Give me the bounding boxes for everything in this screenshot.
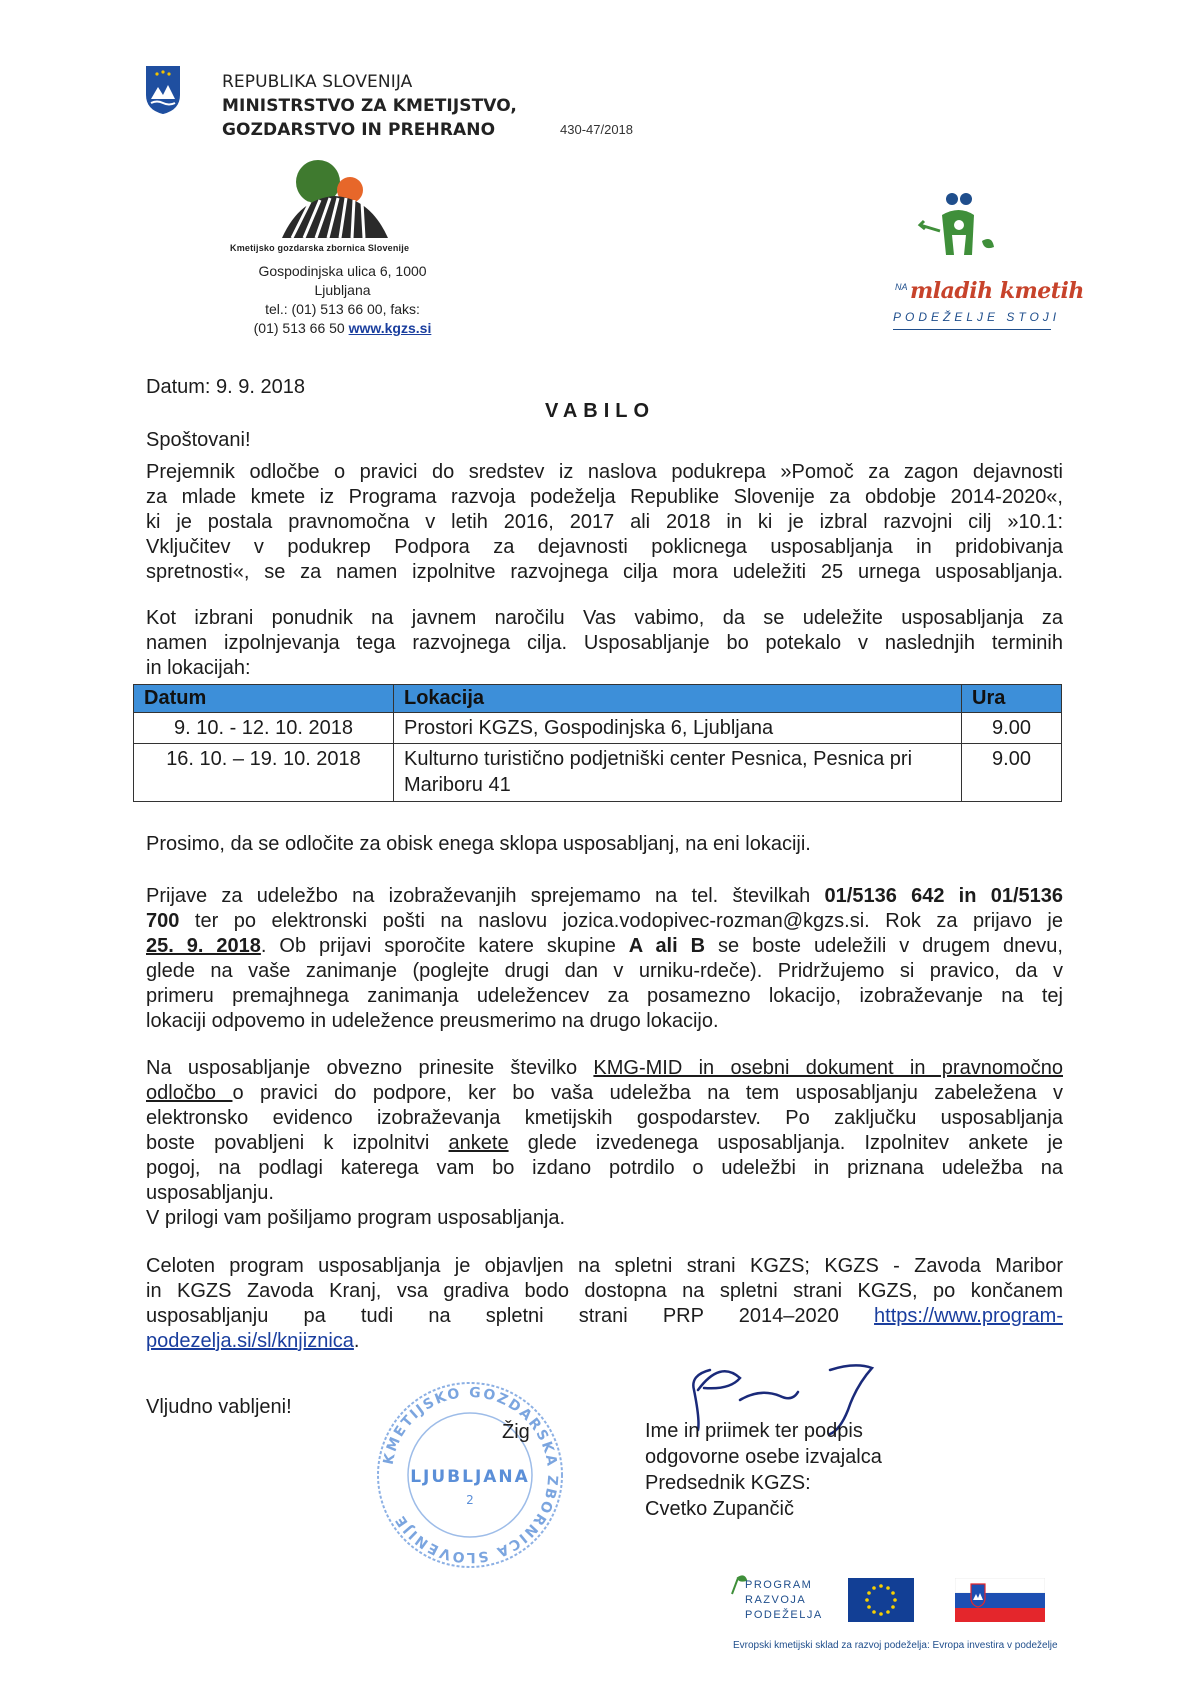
text-line — [146, 1329, 1063, 1354]
text-line — [146, 1056, 1063, 1081]
text-line: V prilogi vam pošiljamo program usposabljanja. — [146, 1207, 566, 1229]
text-segment: Prijave za udeležbo na izobraževanjih sprejemamo na tel. številkah — [146, 885, 825, 907]
signature-line: Ime in priimek ter podpis — [645, 1420, 863, 1442]
cell-time: 9.00 — [962, 744, 1062, 802]
text-line: Kot izbrani ponudnik na javnem naročilu Vas vabimo, da se udeležite usposabljanja za — [146, 607, 1063, 629]
text-segment: usposabljanju pa tudi na spletni strani PRP 2014–2020 — [146, 1305, 875, 1327]
text-line: spretnosti«, se za namen izpolnitve razvojnega cilja mora udeležiti 25 urnega usposabljanja. — [146, 561, 1063, 583]
paragraph-registration — [146, 884, 1063, 1034]
slovenia-flag-icon — [955, 1578, 1045, 1622]
cell-date: 9. 10. - 12. 10. 2018 — [134, 713, 394, 744]
required-decision: odločbo — [146, 1082, 233, 1104]
paragraph-requirements — [146, 1056, 1063, 1231]
text-line: in KGZS Zavoda Kranj, vsa gradiva bodo dostopna na spletni strani KGZS, po končanem — [146, 1280, 1063, 1302]
text-line: elektronsko evidenco izobraževanja kmetijskih gospodarstev. Po zaključku usposabljanja — [146, 1107, 1063, 1129]
stamp-label: Žig — [502, 1421, 530, 1443]
kgzs-address-1: Gospodinjska ulica 6, 1000 — [258, 263, 427, 279]
mladi-kmetje-title: mladih kmetih — [910, 278, 1084, 304]
text-line: usposabljanju. — [146, 1182, 274, 1204]
phone-numbers: 01/5136 642 in 01/5136 — [824, 885, 1064, 907]
signature-line: Cvetko Zupančič — [645, 1498, 794, 1520]
text-line — [146, 1304, 1063, 1329]
text-line: glede na vaše zanimanje (poglejte drugi dan v urniku-rdeče). Pridržujemo si pravico, da v — [146, 960, 1063, 982]
mladi-kmetje-logo-icon — [910, 185, 1000, 275]
schedule-table — [133, 684, 1062, 802]
text-line: lokaciji odpovemo in udeležence preusmerimo na drugo lokacijo. — [146, 1010, 719, 1032]
cell-location: Prostori KGZS, Gospodinjska 6, Ljubljana — [394, 713, 962, 744]
text-line: ki je postala pravnomočna v letih 2016, 2017 ali 2018 in ki je izbral razvojni cilj »10.1: — [146, 511, 1063, 533]
prp-line: PODEŽELJA — [745, 1609, 823, 1621]
stamp-center-text: LJUBLJANA — [410, 1467, 530, 1487]
column-header-date: Datum — [134, 685, 394, 713]
text-segment: ter po elektronski pošti na naslovu jozica.vodopivec-rozman@kgzs.si. Rok za prijavo je — [179, 910, 1063, 932]
program-link[interactable]: https://www.program- — [874, 1305, 1063, 1327]
text-segment: glede izvedenega usposabljanja. Izpolnitev ankete je — [508, 1132, 1064, 1154]
table-header-row — [134, 685, 1062, 713]
text-line: Prosimo, da se odločite za obisk enega sklopa usposabljanj, na eni lokaciji. — [146, 833, 811, 855]
text-segment: boste povabljeni k izpolnitvi — [146, 1132, 449, 1154]
kgzs-fax: (01) 513 66 50 — [253, 320, 345, 336]
text-line: Prejemnik odločbe o pravici do sredstev iz naslova podukrepa »Pomoč za zagon dejavnosti — [146, 461, 1063, 483]
signature-line: odgovorne osebe izvajalca — [645, 1446, 882, 1468]
kgzs-fax-line — [235, 319, 450, 338]
text-line — [146, 884, 1063, 909]
official-stamp-icon — [370, 1380, 570, 1570]
signature-block — [645, 1418, 882, 1522]
reference-number: 430-47/2018 — [560, 122, 634, 137]
kgzs-website-link[interactable]: www.kgzs.si — [348, 320, 432, 336]
text-line — [146, 1081, 1063, 1106]
text-line: Vključitev v podukrep Podpora za dejavnosti poklicnega usposabljanja in pridobivanja — [146, 536, 1063, 558]
text-line — [146, 934, 1063, 959]
phone-number-end: 700 — [146, 910, 180, 932]
text-line: namen izpolnjevanja tega razvojnega cilja. Usposabljanje bo potekalo v naslednjih terminih — [146, 632, 1063, 654]
ministry-line-1: REPUBLIKA SLOVENIJA — [222, 72, 413, 92]
text-line: Celoten program usposabljanja je objavljen na spletni strani KGZS; KGZS - Zavoda Maribor — [146, 1255, 1063, 1277]
kgzs-phone: tel.: (01) 513 66 00, faks: — [265, 301, 420, 317]
cell-date: 16. 10. – 19. 10. 2018 — [134, 744, 394, 802]
eu-flag-icon — [848, 1578, 914, 1622]
letter-date: Datum: 9. 9. 2018 — [146, 376, 305, 398]
paragraph-invitation — [146, 606, 1063, 681]
text-line: primeru premajhnega zanimanja udeležencev za posamezno lokacijo, izobraževanje na tej — [146, 985, 1063, 1007]
text-segment: se boste udeležili v drugem dnevu, — [705, 935, 1063, 957]
cell-time: 9.00 — [962, 713, 1062, 744]
survey-word: ankete — [448, 1132, 509, 1154]
kgzs-contact — [235, 262, 450, 338]
eafrd-footnote: Evropski kmetijski sklad za razvoj podeželja: Evropa investira v podeželje — [733, 1640, 1058, 1651]
mladi-kmetje-divider — [893, 329, 1051, 330]
required-documents: KMG-MID in osebni dokument in pravnomočno — [593, 1057, 1063, 1079]
program-link-continued[interactable]: podezelja.si/sl/knjiznica — [146, 1330, 354, 1352]
ministry-name — [222, 70, 517, 142]
paragraph-choose-session — [146, 832, 1063, 857]
letter-greeting: Spoštovani! — [146, 429, 251, 451]
text-line: in lokacijah: — [146, 657, 251, 679]
text-segment: . — [353, 1330, 360, 1352]
paragraph-program-info — [146, 1254, 1063, 1354]
prp-logo-text — [745, 1578, 823, 1623]
kgzs-logo-icon — [280, 158, 390, 240]
table-row — [134, 744, 1062, 802]
signature-line: Predsednik KGZS: — [645, 1472, 811, 1494]
cell-location: Kulturno turistično podjetniški center Pesnica, Pesnica pri Mariboru 41 — [394, 744, 962, 802]
stamp-ring-text: KMETIJSKO GOZDARSKA ZBORNICA SLOVENIJE — [380, 1384, 561, 1566]
kgzs-name: Kmetijsko gozdarska zbornica Slovenije — [230, 243, 410, 253]
text-line: pogoj, na podlagi katerega vam bo izdano potrdilo o udeležbi in priznana udeležba na — [146, 1157, 1063, 1179]
prp-line: RAZVOJA — [745, 1594, 807, 1606]
registration-deadline: 25. 9. 2018 — [146, 935, 261, 957]
ministry-line-2: MINISTRSTVO ZA KMETIJSTVO, — [222, 96, 517, 116]
column-header-location: Lokacija — [394, 685, 962, 713]
closing: Vljudno vabljeni! — [146, 1396, 292, 1418]
text-segment: Na usposabljanje obvezno prinesite številko — [146, 1057, 594, 1079]
text-line: za mlade kmete iz Programa razvoja podeželja Republike Slovenije za obdobje 2014-2020«, — [146, 486, 1063, 508]
text-segment: . Ob prijavi sporočite katere skupine — [260, 935, 629, 957]
kgzs-address-2: Ljubljana — [314, 282, 371, 298]
letter-title: VABILO — [545, 400, 656, 422]
column-header-time: Ura — [962, 685, 1062, 713]
stamp-number: 2 — [466, 1493, 474, 1507]
text-line — [146, 909, 1063, 934]
mladi-kmetje-subtitle: PODEŽELJE STOJI — [893, 310, 1061, 324]
paragraph-eligibility — [146, 460, 1063, 585]
prp-line: PROGRAM — [745, 1579, 813, 1591]
slovenia-coat-of-arms-icon — [145, 65, 181, 115]
text-line — [146, 1131, 1063, 1156]
ministry-line-3: GOZDARSTVO IN PREHRANO — [222, 120, 496, 140]
table-row — [134, 713, 1062, 744]
mladi-kmetje-prefix: NA — [895, 282, 908, 292]
text-segment: o pravici do podpore, ker bo vaša udeležba na tem usposabljanju zabeležena v — [232, 1082, 1063, 1104]
group-choice: A ali B — [628, 935, 706, 957]
